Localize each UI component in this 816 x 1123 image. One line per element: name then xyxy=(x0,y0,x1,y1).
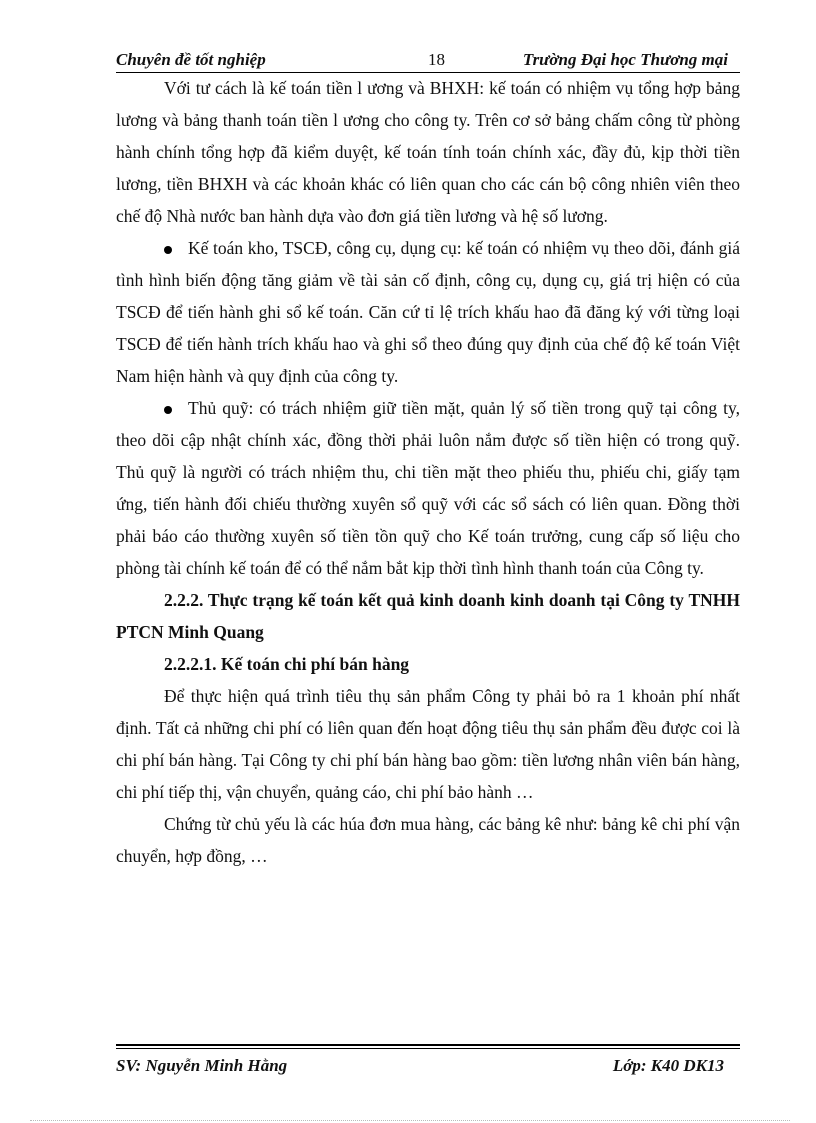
footer-class: Lớp: K40 DK13 xyxy=(612,1056,724,1075)
section-heading: 2.2.2. Thực trạng kế toán kết quả kinh doanh kinh doanh tại Công ty TNHH PTCN Minh Quang xyxy=(116,590,740,642)
bullet-icon xyxy=(164,246,172,254)
document-body xyxy=(116,72,740,872)
footer-student-name: SV: Nguyễn Minh Hằng xyxy=(116,1056,288,1075)
subsection-heading: 2.2.2.1. Kế toán chi phí bán hàng xyxy=(164,654,410,674)
paragraph-documents: Chứng từ chủ yếu là các húa đơn mua hàng, các bảng kê như: bảng kê chi phí vận chuyển, hợp đồng, … xyxy=(116,814,740,866)
bullet-text: Kế toán kho, TSCĐ, công cụ, dụng cụ: kế toán có nhiệm vụ theo dõi, đánh giá tình hình biến động tăng giảm về tài sản cố định, công cụ, dụng cụ, giá trị hiện có của TSCĐ để tiến hành ghi sổ kế toán. Căn cứ tỉ lệ trích khấu hao đã đăng ký với từng loại TSCĐ để tiến hành trích khấu hao và ghi sổ theo đúng quy định của chế độ kế toán Việt Nam hiện hành và quy định của công ty. xyxy=(116,238,740,386)
header-university: Trường Đại học Thương mại xyxy=(522,50,728,69)
paragraph-salary-accountant: Với tư cách là kế toán tiền l ương và BHXH: kế toán có nhiệm vụ tổng hợp bảng lương và bảng thanh toán tiền l ương cho công ty. Trên cơ sở bảng chấm công từ phòng hành chính tổng hợp đã kiểm duyệt, kế toán tính toán chính xác, đầy đủ, kịp thời tiền lương, tiền BHXH và các khoản khác có liên quan cho các cán bộ công nhiên viên theo chế độ Nhà nước ban hành dựa vào đơn giá tiền lương và hệ số lương. xyxy=(116,78,740,226)
bullet-text: Thủ quỹ: có trách nhiệm giữ tiền mặt, quản lý số tiền trong quỹ tại công ty, theo dõi cập nhật chính xác, đồng thời phải luôn nắm được số tiền hiện có trong quỹ. Thủ quỹ là người có trách nhiệm thu, chi tiền mặt theo phiếu thu, phiếu chi, giấy tạm ứng, tiến hành đối chiếu thường xuyên sổ quỹ với các sổ sách có liên quan. Đồng thời phải báo cáo thường xuyên số tiền tồn quỹ cho Kế toán trưởng, cung cấp số liệu cho phòng tài chính kế toán để có thể nắm bắt kịp thời tình hình thanh toán của Công ty. xyxy=(116,398,740,578)
bullet-item-warehouse-accountant xyxy=(116,232,740,392)
page-footer xyxy=(116,1044,740,1078)
bullet-item-treasurer xyxy=(116,392,740,584)
header-thesis-title: Chuyên đề tốt nghiệp xyxy=(116,50,266,69)
page-number: 18 xyxy=(428,50,445,69)
paragraph-selling-expenses: Để thực hiện quá trình tiêu thụ sản phẩm Công ty phải bỏ ra 1 khoản phí nhất định. Tất cả những chi phí có liên quan đến hoạt động tiêu thụ sản phẩm đều được coi là chi phí bán hàng. Tại Công ty chi phí bán hàng bao gồm: tiền lương nhân viên bán hàng, chi phí tiếp thị, vận chuyển, quảng cáo, chi phí bảo hành … xyxy=(116,686,740,802)
page-header xyxy=(116,50,740,73)
page-edge-divider xyxy=(30,1120,790,1121)
bullet-icon xyxy=(164,406,172,414)
